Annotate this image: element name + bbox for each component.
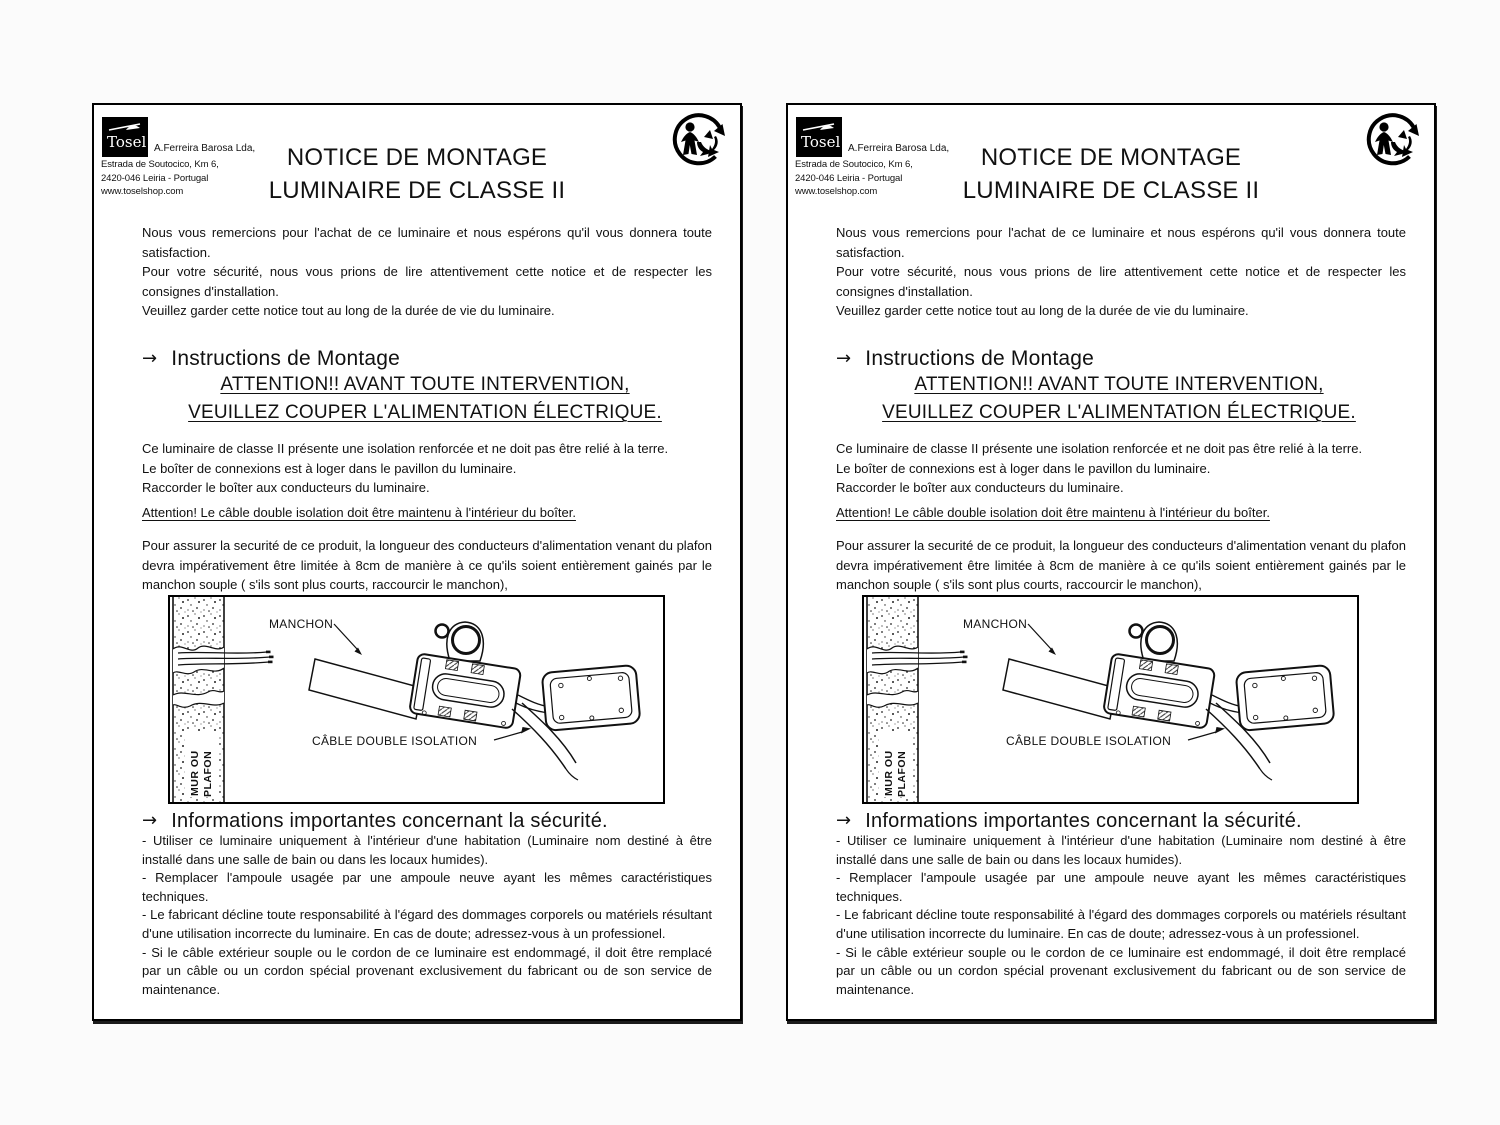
hanging-ring bbox=[1130, 622, 1178, 661]
cover-plate bbox=[1236, 665, 1335, 731]
info-section-heading bbox=[836, 810, 1302, 833]
safety-bullet-2: - Remplacer l'ampoule usagée par une ampoule neuve ayant les mêmes caractéristiques techniques. bbox=[836, 870, 1406, 904]
hanging-ring bbox=[436, 622, 484, 661]
safety-bullet-3: - Le fabricant décline toute responsabilité à l'égard des dommages corporels ou matériels résultant d'une utilisation incorrecte du luminaire. En cas de doute; adressez-vous à un professionel. bbox=[836, 907, 1406, 941]
cover-plate bbox=[542, 665, 641, 731]
installation-diagram bbox=[862, 595, 1359, 804]
wall-label-line-2: PLAFON bbox=[202, 750, 214, 797]
cable-label: CÂBLE DOUBLE ISOLATION bbox=[1006, 734, 1172, 748]
page-title bbox=[898, 141, 1324, 207]
intro-paragraph bbox=[836, 223, 1406, 321]
wall-label-line-1: MUR OU bbox=[883, 750, 895, 796]
intro-line-3: Veuillez garder cette notice tout au long de la durée de vie du luminaire. bbox=[142, 303, 555, 318]
connection-box bbox=[1103, 653, 1215, 729]
cable-arrowhead-icon bbox=[521, 727, 531, 734]
logo-text: Tosel bbox=[801, 133, 841, 151]
info-heading-text: Informations importantes concernant la sécurité. bbox=[865, 810, 1302, 832]
tosel-logo bbox=[102, 117, 148, 157]
wall-label-line-1: MUR OU bbox=[189, 750, 201, 796]
intro-line-2: Pour votre sécurité, nous vous prions de lire attentivement cette notice et de respecter les consignes d'installation. bbox=[836, 264, 1406, 299]
connection-box bbox=[409, 653, 521, 729]
tosel-logo bbox=[796, 117, 842, 157]
manchon-leader-line bbox=[1028, 624, 1051, 649]
securite-paragraph: Pour assurer la securité de ce produit, la longueur des conducteurs d'alimentation venant du plafon devra impérativement être limitée à 8cm de manière à ce qu'ils soient entièrement gainés par le manchon souple ( s'ils sont plus courts, raccourcir le manchon), bbox=[836, 538, 1406, 592]
manchon-label: MANCHON bbox=[963, 617, 1028, 631]
attention-banner-line-2: VEUILLEZ COUPER L'ALIMENTATION ÉLECTRIQUE. bbox=[188, 402, 662, 423]
class2-line-2: Le boîter de connexions est à loger dans le pavillon du luminaire. bbox=[142, 460, 517, 476]
class2-line-2: Le boîter de connexions est à loger dans le pavillon du luminaire. bbox=[836, 460, 1211, 476]
intro-line-1: Nous vous remercions pour l'achat de ce luminaire et nous espérons qu'il vous donnera toute satisfaction. bbox=[142, 225, 712, 260]
info-section-heading bbox=[142, 810, 608, 833]
intro-line-2: Pour votre sécurité, nous vous prions de lire attentivement cette notice et de respecter les consignes d'installation. bbox=[142, 264, 712, 299]
page-title bbox=[204, 141, 630, 207]
cable-arrowhead-icon bbox=[1215, 727, 1225, 734]
company-website: www.toselshop.com bbox=[101, 186, 184, 197]
safety-bullet-4: - Si le câble extérieur souple ou le cordon de ce luminaire est endommagé, il doit être remplacé par un câble ou un cordon spécial provenant exclusivement du fabricant ou de son service de maintenance. bbox=[142, 944, 712, 997]
intro-line-3: Veuillez garder cette notice tout au long de la durée de vie du luminaire. bbox=[836, 303, 1249, 318]
class2-line-3: Raccorder le boîter aux conducteurs du luminaire. bbox=[836, 480, 1124, 495]
address-line-2: 2420-046 Leiria - Portugal bbox=[795, 172, 903, 184]
safety-bullet-list bbox=[836, 832, 1406, 999]
notice-page bbox=[92, 103, 742, 1021]
montage-section-heading bbox=[836, 347, 1094, 371]
title-line-2: LUMINAIRE DE CLASSE II bbox=[268, 177, 566, 204]
wall-label-line-2: PLAFON bbox=[896, 750, 908, 797]
info-heading-text: Informations importantes concernant la sécurité. bbox=[171, 810, 608, 832]
cable-warning bbox=[142, 503, 712, 523]
safety-bullet-3: - Le fabricant décline toute responsabilité à l'égard des dommages corporels ou matériels résultant d'une utilisation incorrecte du luminaire. En cas de doute; adressez-vous à un professionel. bbox=[142, 907, 712, 941]
intro-paragraph bbox=[142, 223, 712, 321]
cable-leader-line bbox=[1188, 732, 1216, 740]
manchon-leader-line bbox=[334, 624, 357, 649]
safety-bullet-4: - Si le câble extérieur souple ou le cordon de ce luminaire est endommagé, il doit être remplacé par un câble ou un cordon spécial provenant exclusivement du fabricant ou de son service de maintenance. bbox=[836, 944, 1406, 997]
triman-recycling-icon bbox=[670, 112, 727, 167]
cable-warning-text: Attention! Le câble double isolation doit être maintenu à l'intérieur du boîter. bbox=[836, 505, 1270, 520]
cable-warning-text: Attention! Le câble double isolation doit être maintenu à l'intérieur du boîter. bbox=[142, 505, 576, 520]
sleeve-drawing bbox=[309, 659, 422, 719]
address-line-2: 2420-046 Leiria - Portugal bbox=[101, 172, 209, 184]
company-name: A.Ferreira Barosa Lda, bbox=[848, 143, 950, 154]
safety-bullet-1: - Utiliser ce luminaire uniquement à l'intérieur d'une habitation (Luminaire nom destiné à être installé dans une salle de bain ou dans les locaux humides). bbox=[836, 833, 1406, 867]
montage-section-heading bbox=[142, 347, 400, 371]
company-address bbox=[101, 158, 219, 199]
manchon-arrowhead-icon bbox=[1049, 648, 1057, 656]
manchon-arrowhead-icon bbox=[355, 648, 363, 656]
intro-line-1: Nous vous remercions pour l'achat de ce luminaire et nous espérons qu'il vous donnera toute satisfaction. bbox=[836, 225, 1406, 260]
company-website: www.toselshop.com bbox=[795, 186, 878, 197]
cable-label: CÂBLE DOUBLE ISOLATION bbox=[312, 734, 478, 748]
safety-bullet-2: - Remplacer l'ampoule usagée par une ampoule neuve ayant les mêmes caractéristiques techniques. bbox=[142, 870, 712, 904]
notice-page bbox=[786, 103, 1436, 1021]
logo-text: Tosel bbox=[107, 133, 147, 151]
attention-banner-line-2: VEUILLEZ COUPER L'ALIMENTATION ÉLECTRIQUE. bbox=[882, 402, 1356, 423]
installation-diagram bbox=[168, 595, 665, 804]
attention-banner-line-1: ATTENTION!! AVANT TOUTE INTERVENTION, bbox=[220, 374, 630, 395]
right-arrow-icon: → bbox=[836, 810, 852, 831]
triman-recycling-icon bbox=[1364, 112, 1421, 167]
attention-banner bbox=[828, 371, 1410, 427]
class2-paragraph bbox=[142, 439, 712, 498]
sleeve-drawing bbox=[1003, 659, 1116, 719]
securite-paragraph: Pour assurer la securité de ce produit, la longueur des conducteurs d'alimentation venant du plafon devra impérativement être limitée à 8cm de manière à ce qu'ils soient entièrement gainés par le manchon souple ( s'ils sont plus courts, raccourcir le manchon), bbox=[142, 538, 712, 592]
class2-line-3: Raccorder le boîter aux conducteurs du luminaire. bbox=[142, 480, 430, 495]
montage-heading-text: Instructions de Montage bbox=[865, 347, 1095, 370]
company-address bbox=[795, 158, 913, 199]
safety-bullet-1: - Utiliser ce luminaire uniquement à l'intérieur d'une habitation (Luminaire nom destiné à être installé dans une salle de bain ou dans les locaux humides). bbox=[142, 833, 712, 867]
safety-bullet-list bbox=[142, 832, 712, 999]
title-line-1: NOTICE DE MONTAGE bbox=[286, 144, 548, 171]
class2-line-1: Ce luminaire de classe II présente une isolation renforcée et ne doit pas être relié à la terre. bbox=[142, 441, 669, 456]
address-line-1: Estrada de Soutocico, Km 6, bbox=[101, 159, 219, 170]
class2-paragraph bbox=[836, 439, 1406, 498]
attention-banner bbox=[134, 371, 716, 427]
title-line-1: NOTICE DE MONTAGE bbox=[980, 144, 1242, 171]
right-arrow-icon: → bbox=[142, 348, 158, 369]
manchon-label: MANCHON bbox=[269, 617, 334, 631]
attention-banner-line-1: ATTENTION!! AVANT TOUTE INTERVENTION, bbox=[914, 374, 1324, 395]
address-line-1: Estrada de Soutocico, Km 6, bbox=[795, 159, 913, 170]
cable-leader-line bbox=[494, 732, 522, 740]
right-arrow-icon: → bbox=[836, 348, 852, 369]
cable-warning bbox=[836, 503, 1406, 523]
montage-heading-text: Instructions de Montage bbox=[171, 347, 401, 370]
title-line-2: LUMINAIRE DE CLASSE II bbox=[962, 177, 1260, 204]
right-arrow-icon: → bbox=[142, 810, 158, 831]
company-name: A.Ferreira Barosa Lda, bbox=[154, 143, 256, 154]
class2-line-1: Ce luminaire de classe II présente une isolation renforcée et ne doit pas être relié à la terre. bbox=[836, 441, 1363, 456]
